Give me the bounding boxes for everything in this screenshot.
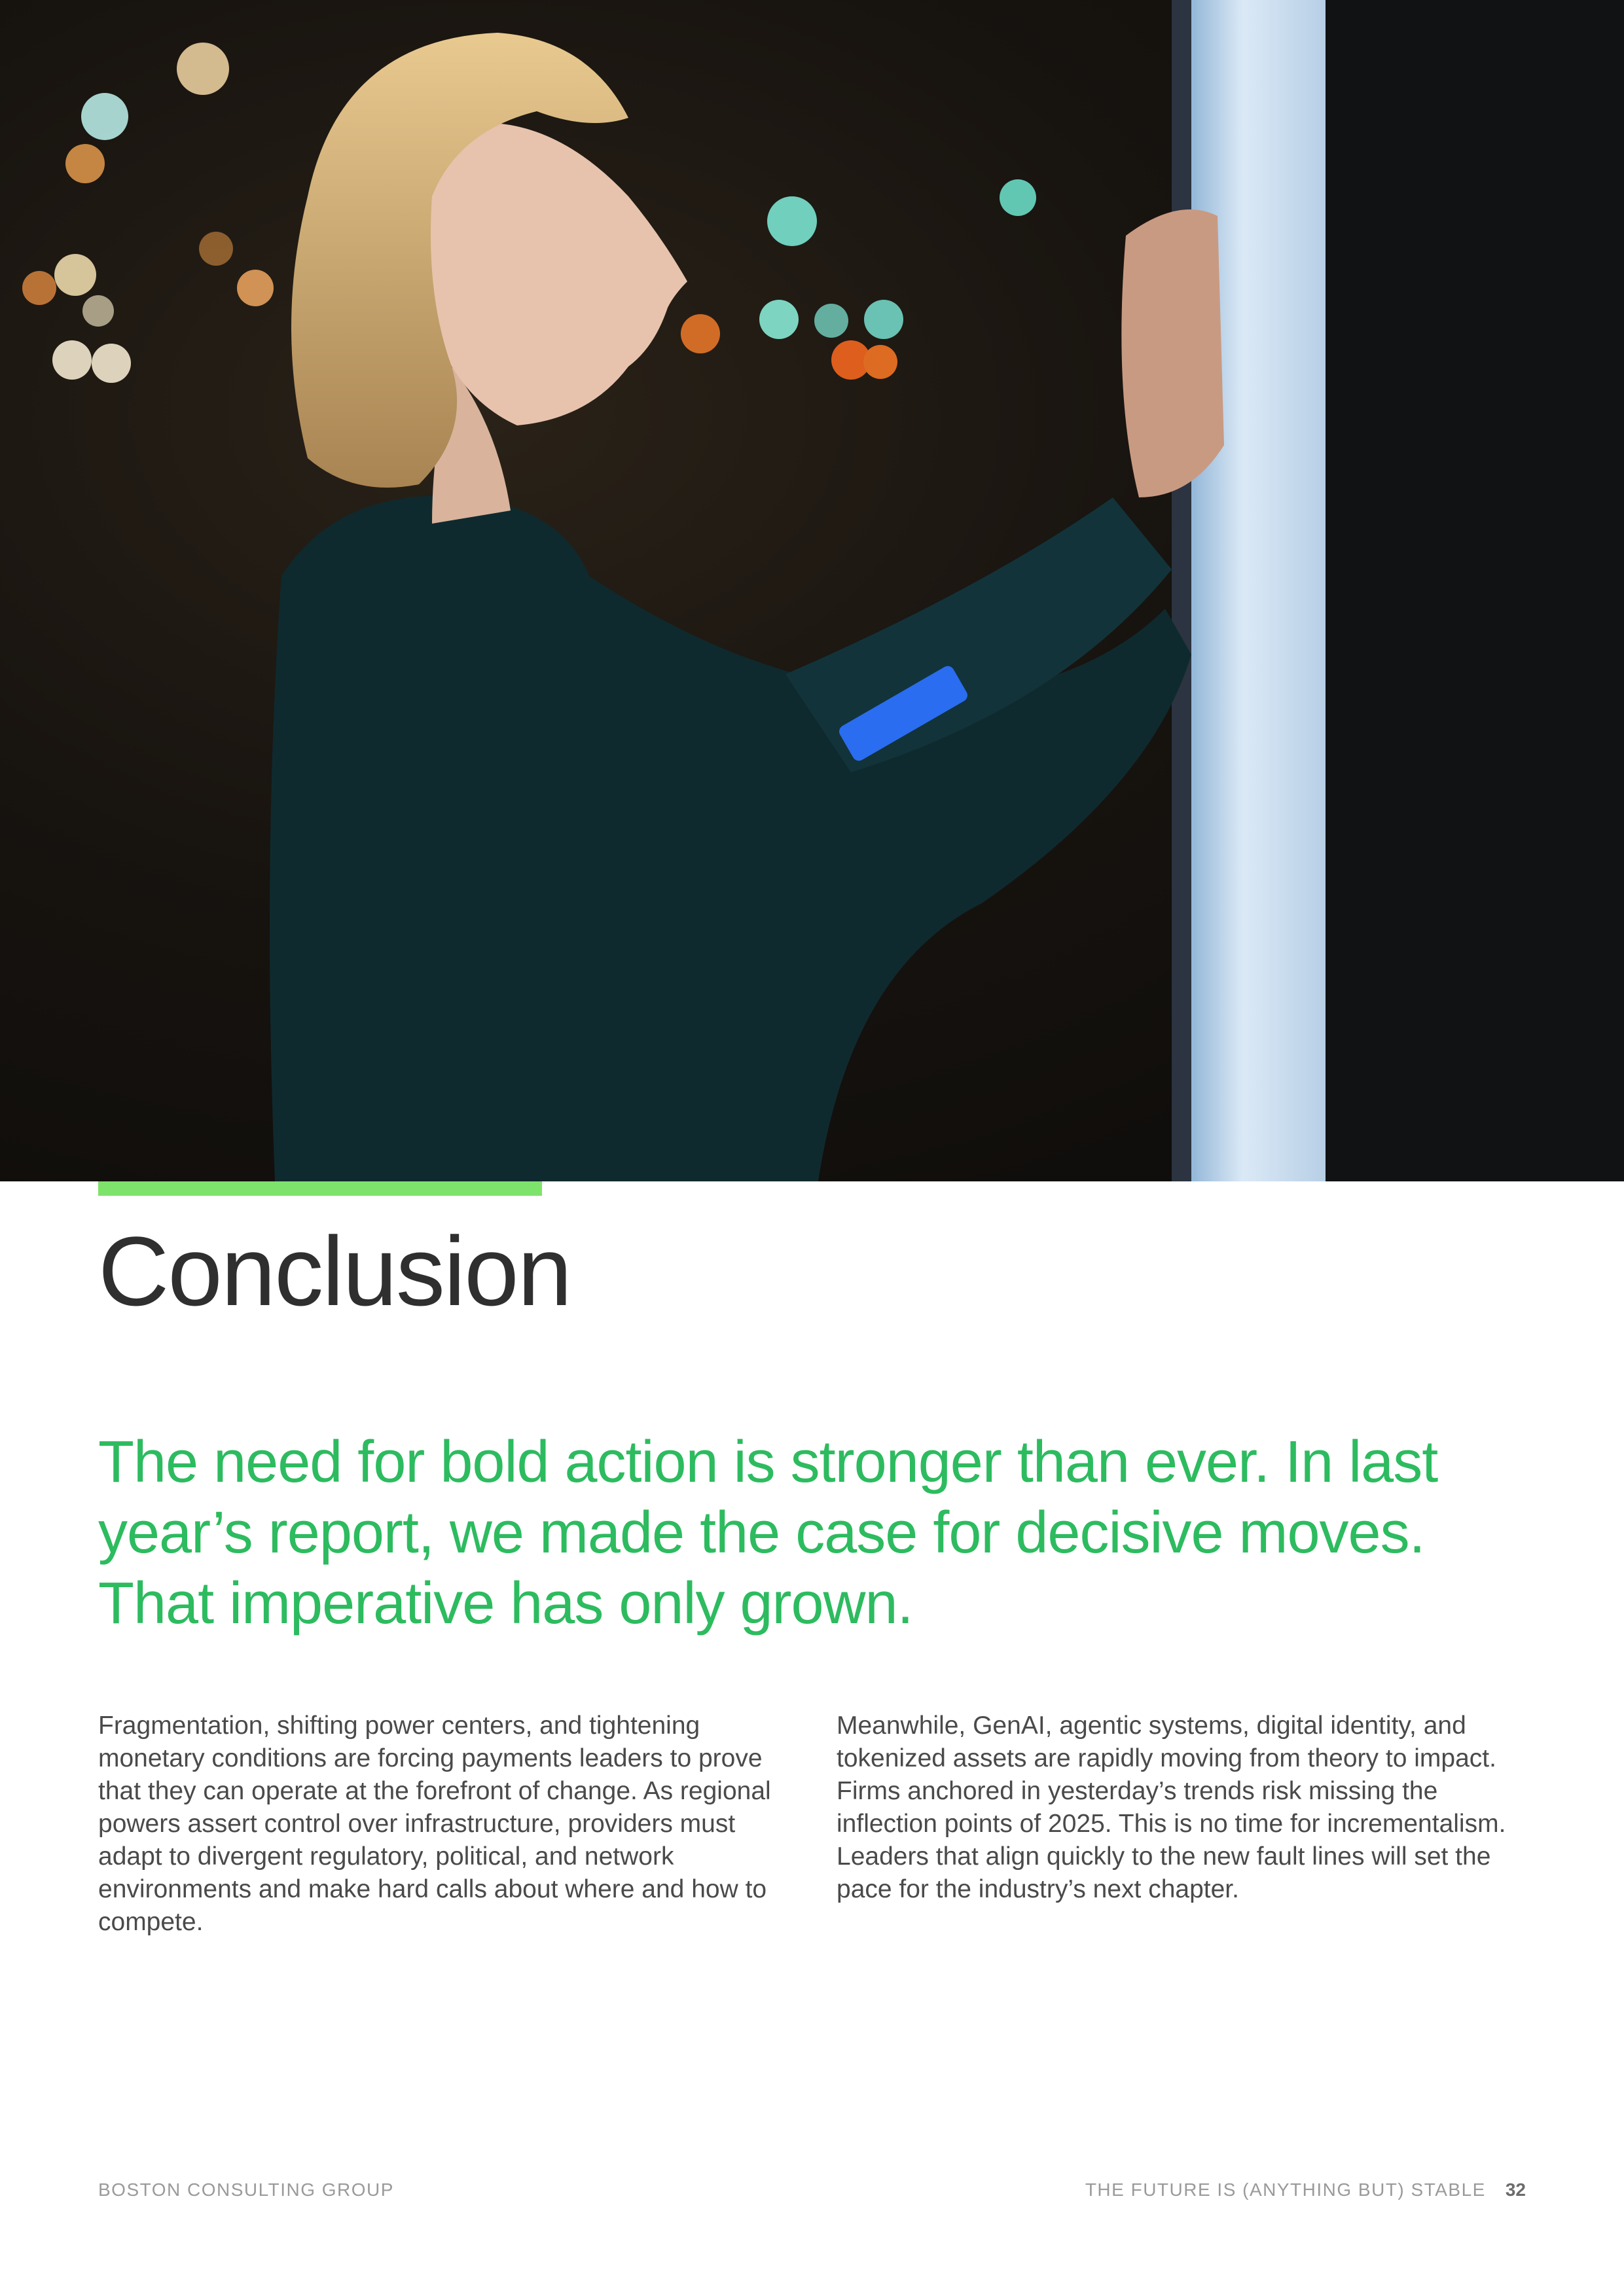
woman-face <box>425 123 687 426</box>
footer-publisher: BOSTON CONSULTING GROUP <box>98 2179 394 2200</box>
page-number: 32 <box>1505 2179 1526 2200</box>
accent-bar <box>98 1181 542 1196</box>
body-column-left: Fragmentation, shifting power centers, and tightening monetary conditions are forcing payments leaders to prove that they can operate at the forefront of change. As regional powers assert control over infrastructure, providers must adapt to divergent regulatory, political, and network environments and make hard calls about where and how to compete. <box>98 1712 771 1936</box>
page-title: Conclusion <box>98 1216 571 1326</box>
touch-screen-panel <box>1188 0 1326 1181</box>
woman-hand <box>1121 209 1224 497</box>
footer-report-title: THE FUTURE IS (ANYTHING BUT) STABLE <box>1085 2179 1486 2200</box>
body-column-right: Meanwhile, GenAI, agentic systems, digital identity, and tokenized assets are rapidly moving from theory to impact. Firms anchored in yesterday’s trends risk missing the inflection points of 2025. This is no time for incrementalism. Leaders that align quickly to the new fault lines will set the pace for the industry’s next chapter. <box>837 1712 1506 1903</box>
footer-running-title <box>1085 2179 1526 2200</box>
lead-paragraph: The need for bold action is stronger than ever. In last year’s report, we made the case for decisive moves. That imperative has only grown. <box>98 1429 1438 1636</box>
